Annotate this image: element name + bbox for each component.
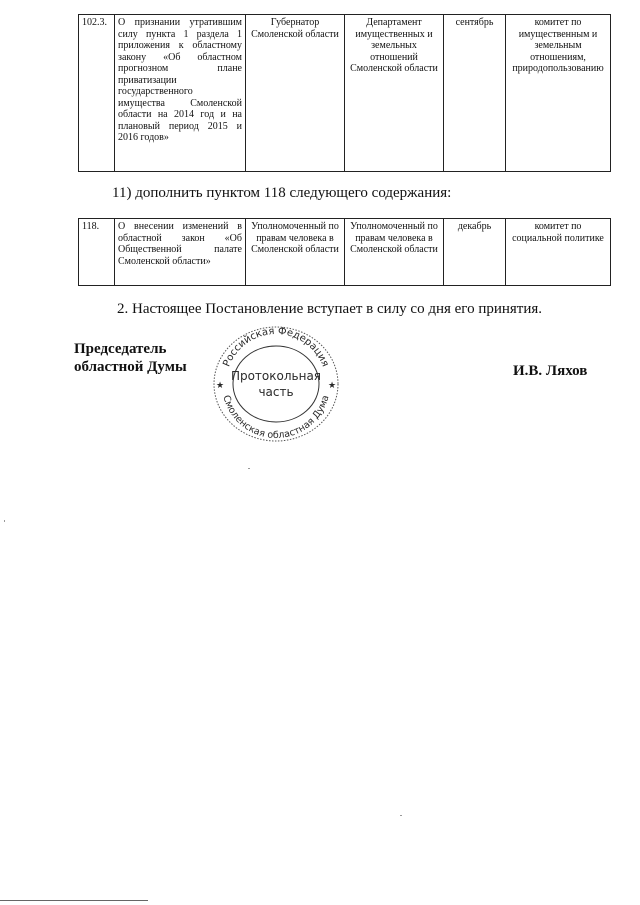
item-number: 118. <box>79 219 115 286</box>
clause-2-text: 2. Настоящее Постановление вступает в силу со дня его принятия. <box>117 301 543 317</box>
item-initiator: Уполномоченный по правам человека в Смоленской области <box>246 219 345 286</box>
plan-table-item-118 <box>78 218 611 286</box>
item-term: сентябрь <box>444 15 506 172</box>
item-term: декабрь <box>444 219 506 286</box>
signatory-position-line-2: областной Думы <box>74 359 187 375</box>
amendment-item-11: 11) дополнить пунктом 118 следующего содержания: <box>112 185 452 201</box>
table-row <box>79 15 611 172</box>
seal-center-line-2: часть <box>258 385 294 399</box>
item-committee: комитет по имущественным и земельным отношениям, природопользованию <box>506 15 611 172</box>
seal-ring-top-text: Российская Федерация <box>221 325 331 369</box>
seal-center-line-1: Протокольная <box>230 369 322 383</box>
plan-table-items-102 <box>78 14 611 172</box>
item-committee: комитет по социальной политике <box>506 219 611 286</box>
svg-text:Российская Федерация <box>221 326 330 369</box>
signatory-position <box>74 340 187 376</box>
scan-speck <box>248 468 250 469</box>
seal-star-left-icon: ★ <box>216 381 225 391</box>
seal-star-right-icon: ★ <box>328 381 337 391</box>
footer-rule <box>0 900 148 901</box>
signatory-name: И.В. Ляхов <box>513 363 588 379</box>
table-row <box>79 219 611 286</box>
item-title: О внесении изменений в областной закон «Об Общественной палате Смоленской области» <box>115 219 246 286</box>
item-developer: Уполномоченный по правам человека в Смоленской области <box>345 219 444 286</box>
official-seal-stamp <box>208 322 344 442</box>
seal-ring-bottom-text: Смоленская областная Дума <box>220 393 332 442</box>
item-title: О признании утратившим силу пункта 1 раздела 1 приложения к областному закону «Об областном прогнозном плане приватизации государственного имущества Смоленской области на 2014 год и на плановый период 2015 и 2016 годов» <box>115 15 246 172</box>
signatory-position-line-1: Председатель <box>74 341 167 357</box>
item-number: 102.3. <box>79 15 115 172</box>
scan-speck <box>4 520 5 522</box>
scan-speck <box>400 815 402 816</box>
item-developer: Департамент имущественных и земельных отношений Смоленской области <box>345 15 444 172</box>
item-initiator: Губернатор Смоленской области <box>246 15 345 172</box>
